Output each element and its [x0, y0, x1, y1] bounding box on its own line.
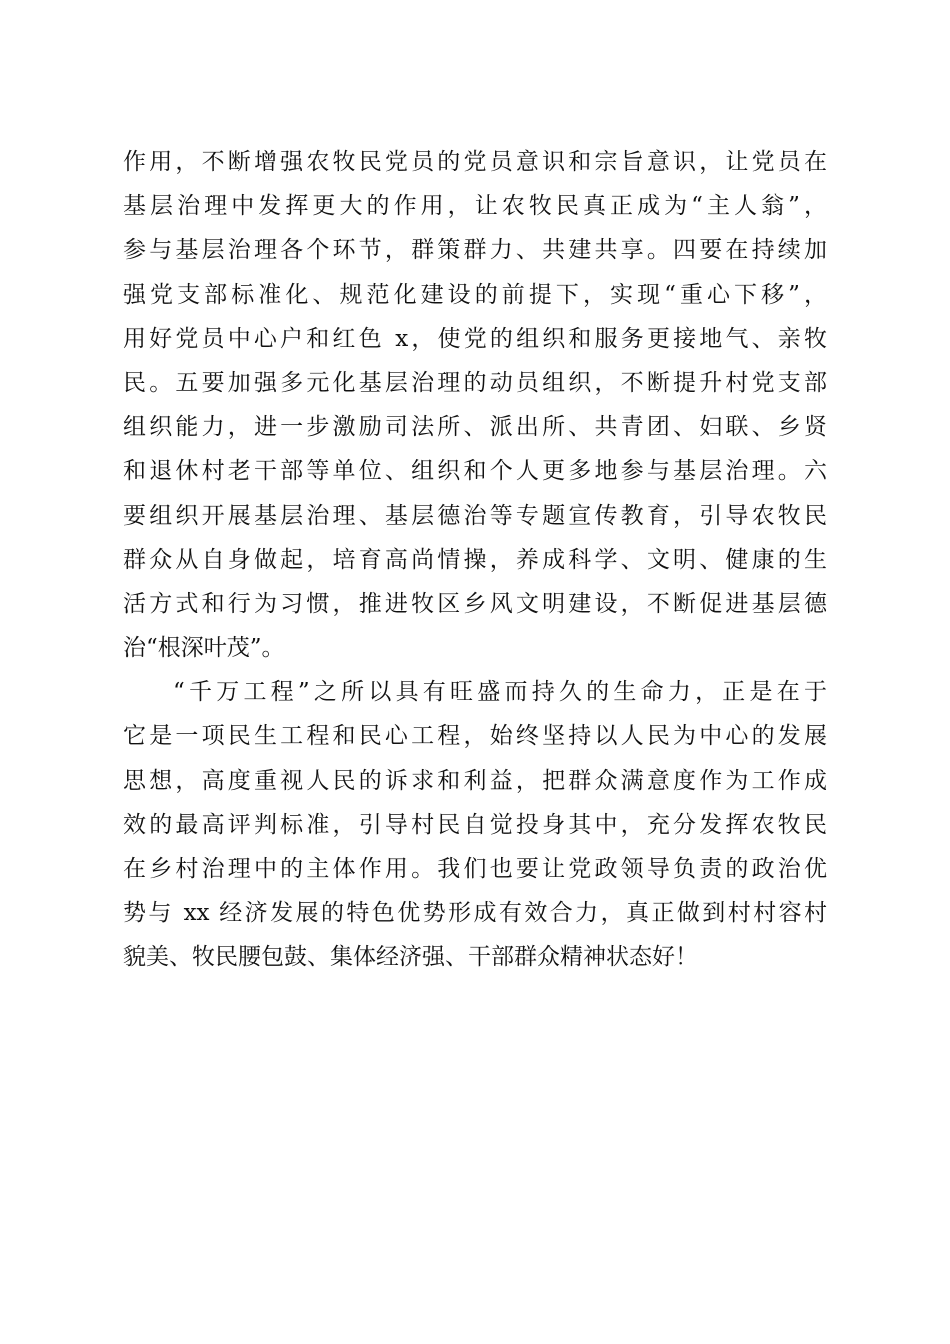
- text-line: 势与 xx 经济发展的特色优势形成有效合力，真正做到村村容村: [123, 900, 827, 927]
- text-line: 活方式和行为习惯，推进牧区乡风文明建设，不断促进基层德: [123, 590, 827, 617]
- text-line: 效的最高评判标准，引导村民自觉投身其中，充分发挥农牧民: [123, 811, 827, 838]
- text-line: 用好党员中心户和红色 x，使党的组织和服务更接地气、亲牧: [123, 325, 827, 352]
- text-line: 治“根深叶茂”。: [123, 635, 285, 662]
- text-line: 基层治理中发挥更大的作用，让农牧民真正成为“主人翁”，: [123, 193, 827, 220]
- text-line: 貌美、牧民腰包鼓、集体经济强、干部群众精神状态好！: [123, 944, 698, 971]
- text-line: “千万工程”之所以具有旺盛而持久的生命力，正是在于: [173, 679, 827, 706]
- paragraph-2: [123, 670, 827, 979]
- text-line: 组织能力，进一步激励司法所、派出所、共青团、妇联、乡贤: [123, 414, 827, 441]
- text-line: 群众从自身做起，培育高尚情操，养成科学、文明、健康的生: [123, 546, 827, 573]
- document-body: [123, 140, 827, 980]
- text-line: 要组织开展基层治理、基层德治等专题宣传教育，引导农牧民: [123, 502, 827, 529]
- text-line: 作用，不断增强农牧民党员的党员意识和宗旨意识，让党员在: [123, 149, 827, 175]
- text-line: 强党支部标准化、规范化建设的前提下，实现“重心下移”，: [123, 281, 827, 308]
- text-line: 在乡村治理中的主体作用。我们也要让党政领导负责的政治优: [123, 856, 827, 882]
- text-line: 和退休村老干部等单位、组织和个人更多地参与基层治理。六: [123, 458, 827, 485]
- paragraph-1: [123, 140, 827, 670]
- text-line: 参与基层治理各个环节，群策群力、共建共享。四要在持续加: [123, 237, 827, 264]
- text-line: 思想，高度重视人民的诉求和利益，把群众满意度作为工作成: [123, 767, 827, 794]
- text-line: 民。五要加强多元化基层治理的动员组织，不断提升村党支部: [123, 369, 827, 396]
- text-line: 它是一项民生工程和民心工程，始终坚持以人民为中心的发展: [123, 723, 827, 750]
